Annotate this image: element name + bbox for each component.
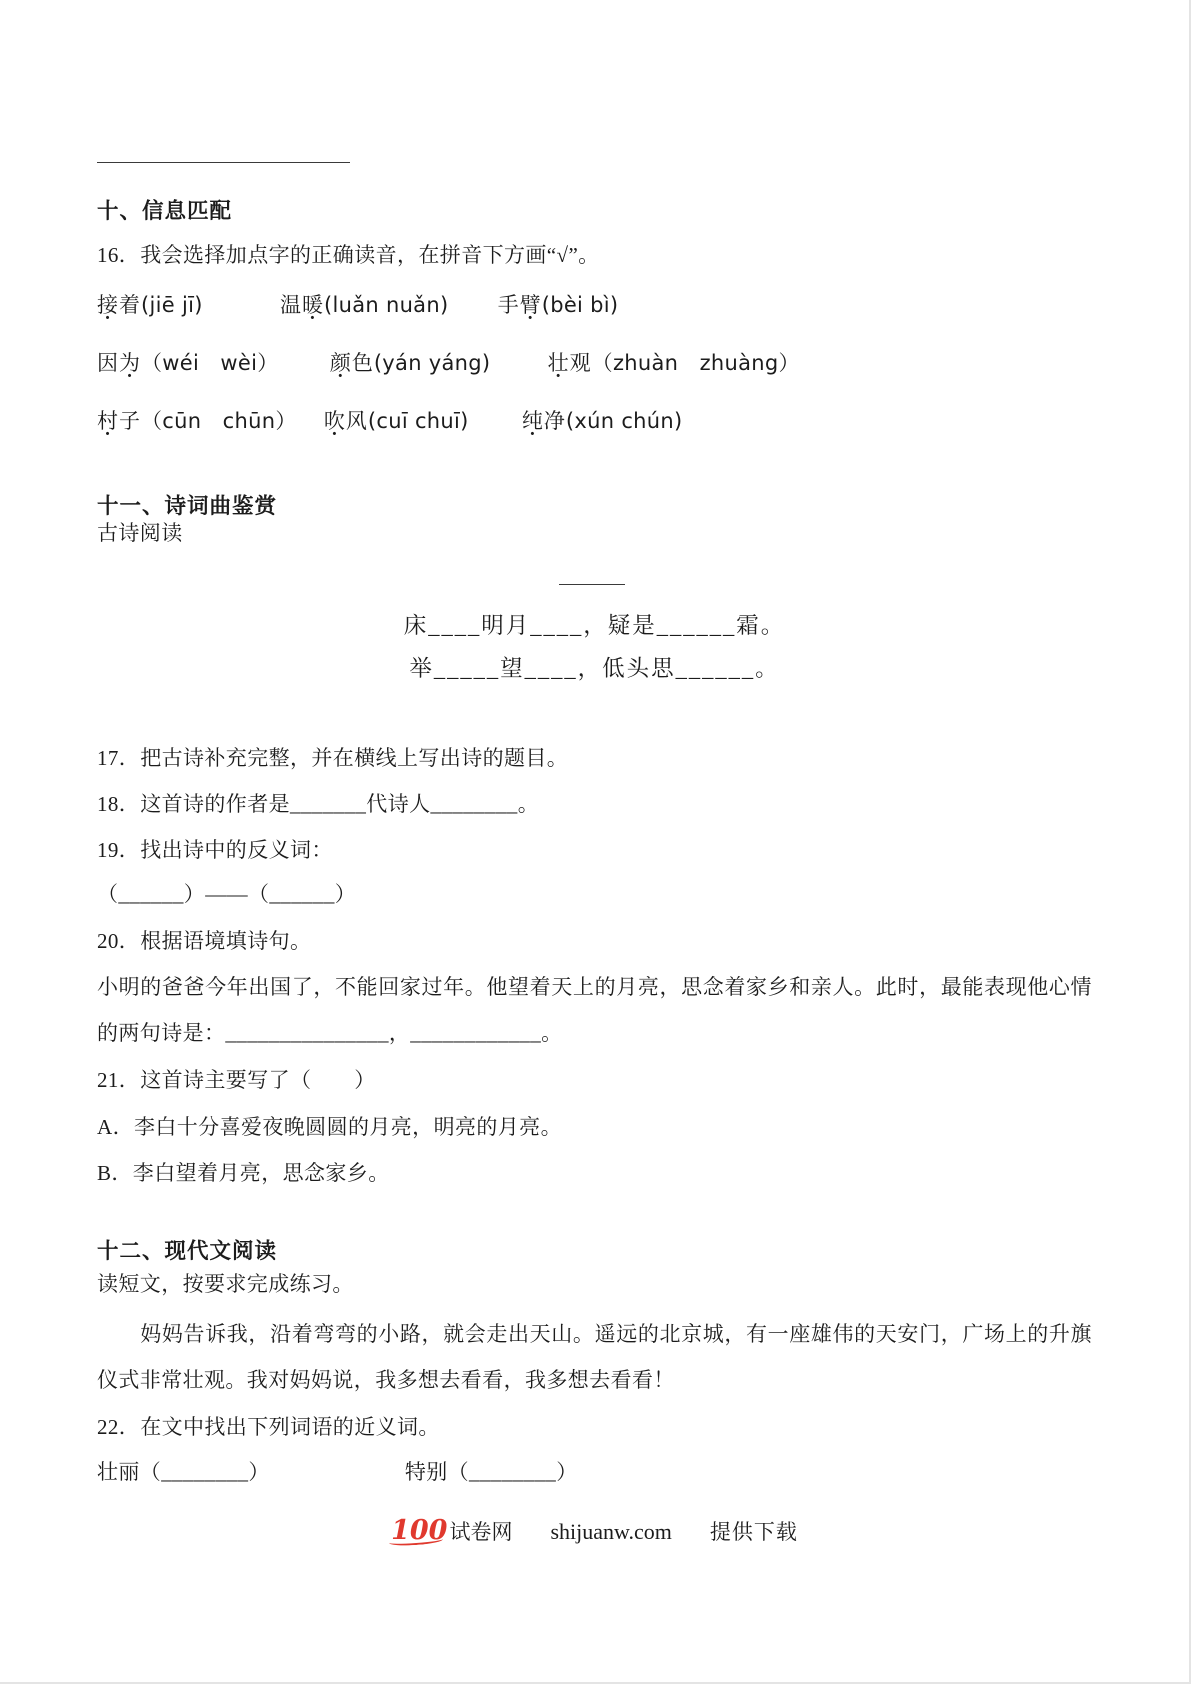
question-21: 21．这首诗主要写了（ ） bbox=[97, 1068, 376, 1092]
footer-domain: shijuanw.com bbox=[550, 1519, 672, 1544]
pinyin-word: 手臂(bèi bì) bbox=[497, 293, 619, 317]
pinyin-word: 接着(jiē jī) bbox=[97, 293, 203, 317]
synonym-blank-tebie: 特别（________） bbox=[404, 1460, 578, 1484]
question-22-answer-row bbox=[97, 1458, 1092, 1487]
question-19: 19．找出诗中的反义词： bbox=[97, 838, 333, 862]
question-19-answer-blanks: （______）——（______） bbox=[97, 882, 357, 906]
question-20-context-line-1: 小明的爸爸今年出国了，不能回家过年。他望着天上的月亮，思念着家乡和亲人。此时，最能表现他心情 bbox=[97, 975, 1092, 999]
poem-line-2: 举_____望____，低头思______。 bbox=[409, 656, 780, 681]
pinyin-row-1 bbox=[97, 291, 1092, 320]
pinyin-word: 因为（wéi wèi） bbox=[97, 351, 279, 375]
section-12-heading: 十二、现代文阅读 bbox=[97, 1239, 278, 1263]
footer-download-label: 提供下载 bbox=[709, 1520, 798, 1544]
pinyin-row-3 bbox=[97, 407, 1092, 436]
question-20-context-line-2: 的两句诗是：_______________，____________。 bbox=[97, 1021, 563, 1045]
pinyin-word: 温暖(luǎn nuǎn) bbox=[279, 293, 449, 317]
passage-line-1: 妈妈告诉我，沿着弯弯的小路，就会走出天山。遥远的北京城，有一座雄伟的天安门，广场上的升旗 bbox=[97, 1322, 1092, 1346]
pinyin-word: 壮观（zhuàn zhuàng） bbox=[547, 351, 800, 375]
passage-line-2: 仪式非常壮观。我对妈妈说，我多想去看看，我多想去看看！ bbox=[97, 1368, 675, 1392]
pinyin-word: 村子（cūn chūn） bbox=[97, 409, 297, 433]
question-22: 22．在文中找出下列词语的近义词。 bbox=[97, 1415, 440, 1439]
pinyin-word: 吹风(cuī chuī) bbox=[323, 409, 469, 433]
question-16: 16．我会选择加点字的正确读音，在拼音下方画“√”。 bbox=[97, 243, 600, 267]
question-21-option-a: A．李白十分喜爱夜晚圆圆的月亮，明亮的月亮。 bbox=[97, 1115, 562, 1139]
question-20: 20．根据语境填诗句。 bbox=[97, 929, 312, 953]
poem-title-blank-line bbox=[559, 584, 625, 585]
pinyin-word: 纯净(xún chún) bbox=[521, 409, 683, 433]
poem-line-1: 床____明月____，疑是______霜。 bbox=[403, 613, 786, 638]
answer-blank-line bbox=[97, 162, 350, 163]
shijuanw-logo bbox=[391, 1516, 512, 1546]
section-10-heading: 十、信息匹配 bbox=[97, 199, 233, 223]
pinyin-row-2 bbox=[97, 349, 1092, 378]
page-footer bbox=[0, 1516, 1189, 1546]
question-18: 18．这首诗的作者是_______代诗人________。 bbox=[97, 792, 540, 816]
footer-site-name: 试卷网 bbox=[449, 1520, 513, 1544]
logo-100-icon: 100 bbox=[391, 1515, 448, 1546]
section-11-heading: 十一、诗词曲鉴赏 bbox=[97, 494, 278, 518]
reading-instruction: 读短文，按要求完成练习。 bbox=[97, 1272, 354, 1296]
poem-reading-subtitle: 古诗阅读 bbox=[97, 521, 183, 545]
question-21-option-b: B．李白望着月亮，思念家乡。 bbox=[97, 1161, 390, 1185]
synonym-blank-zhuangli: 壮丽（________） bbox=[97, 1460, 270, 1484]
pinyin-word: 颜色(yán yáng) bbox=[329, 351, 491, 375]
question-17: 17．把古诗补充完整，并在横线上写出诗的题目。 bbox=[97, 746, 569, 770]
